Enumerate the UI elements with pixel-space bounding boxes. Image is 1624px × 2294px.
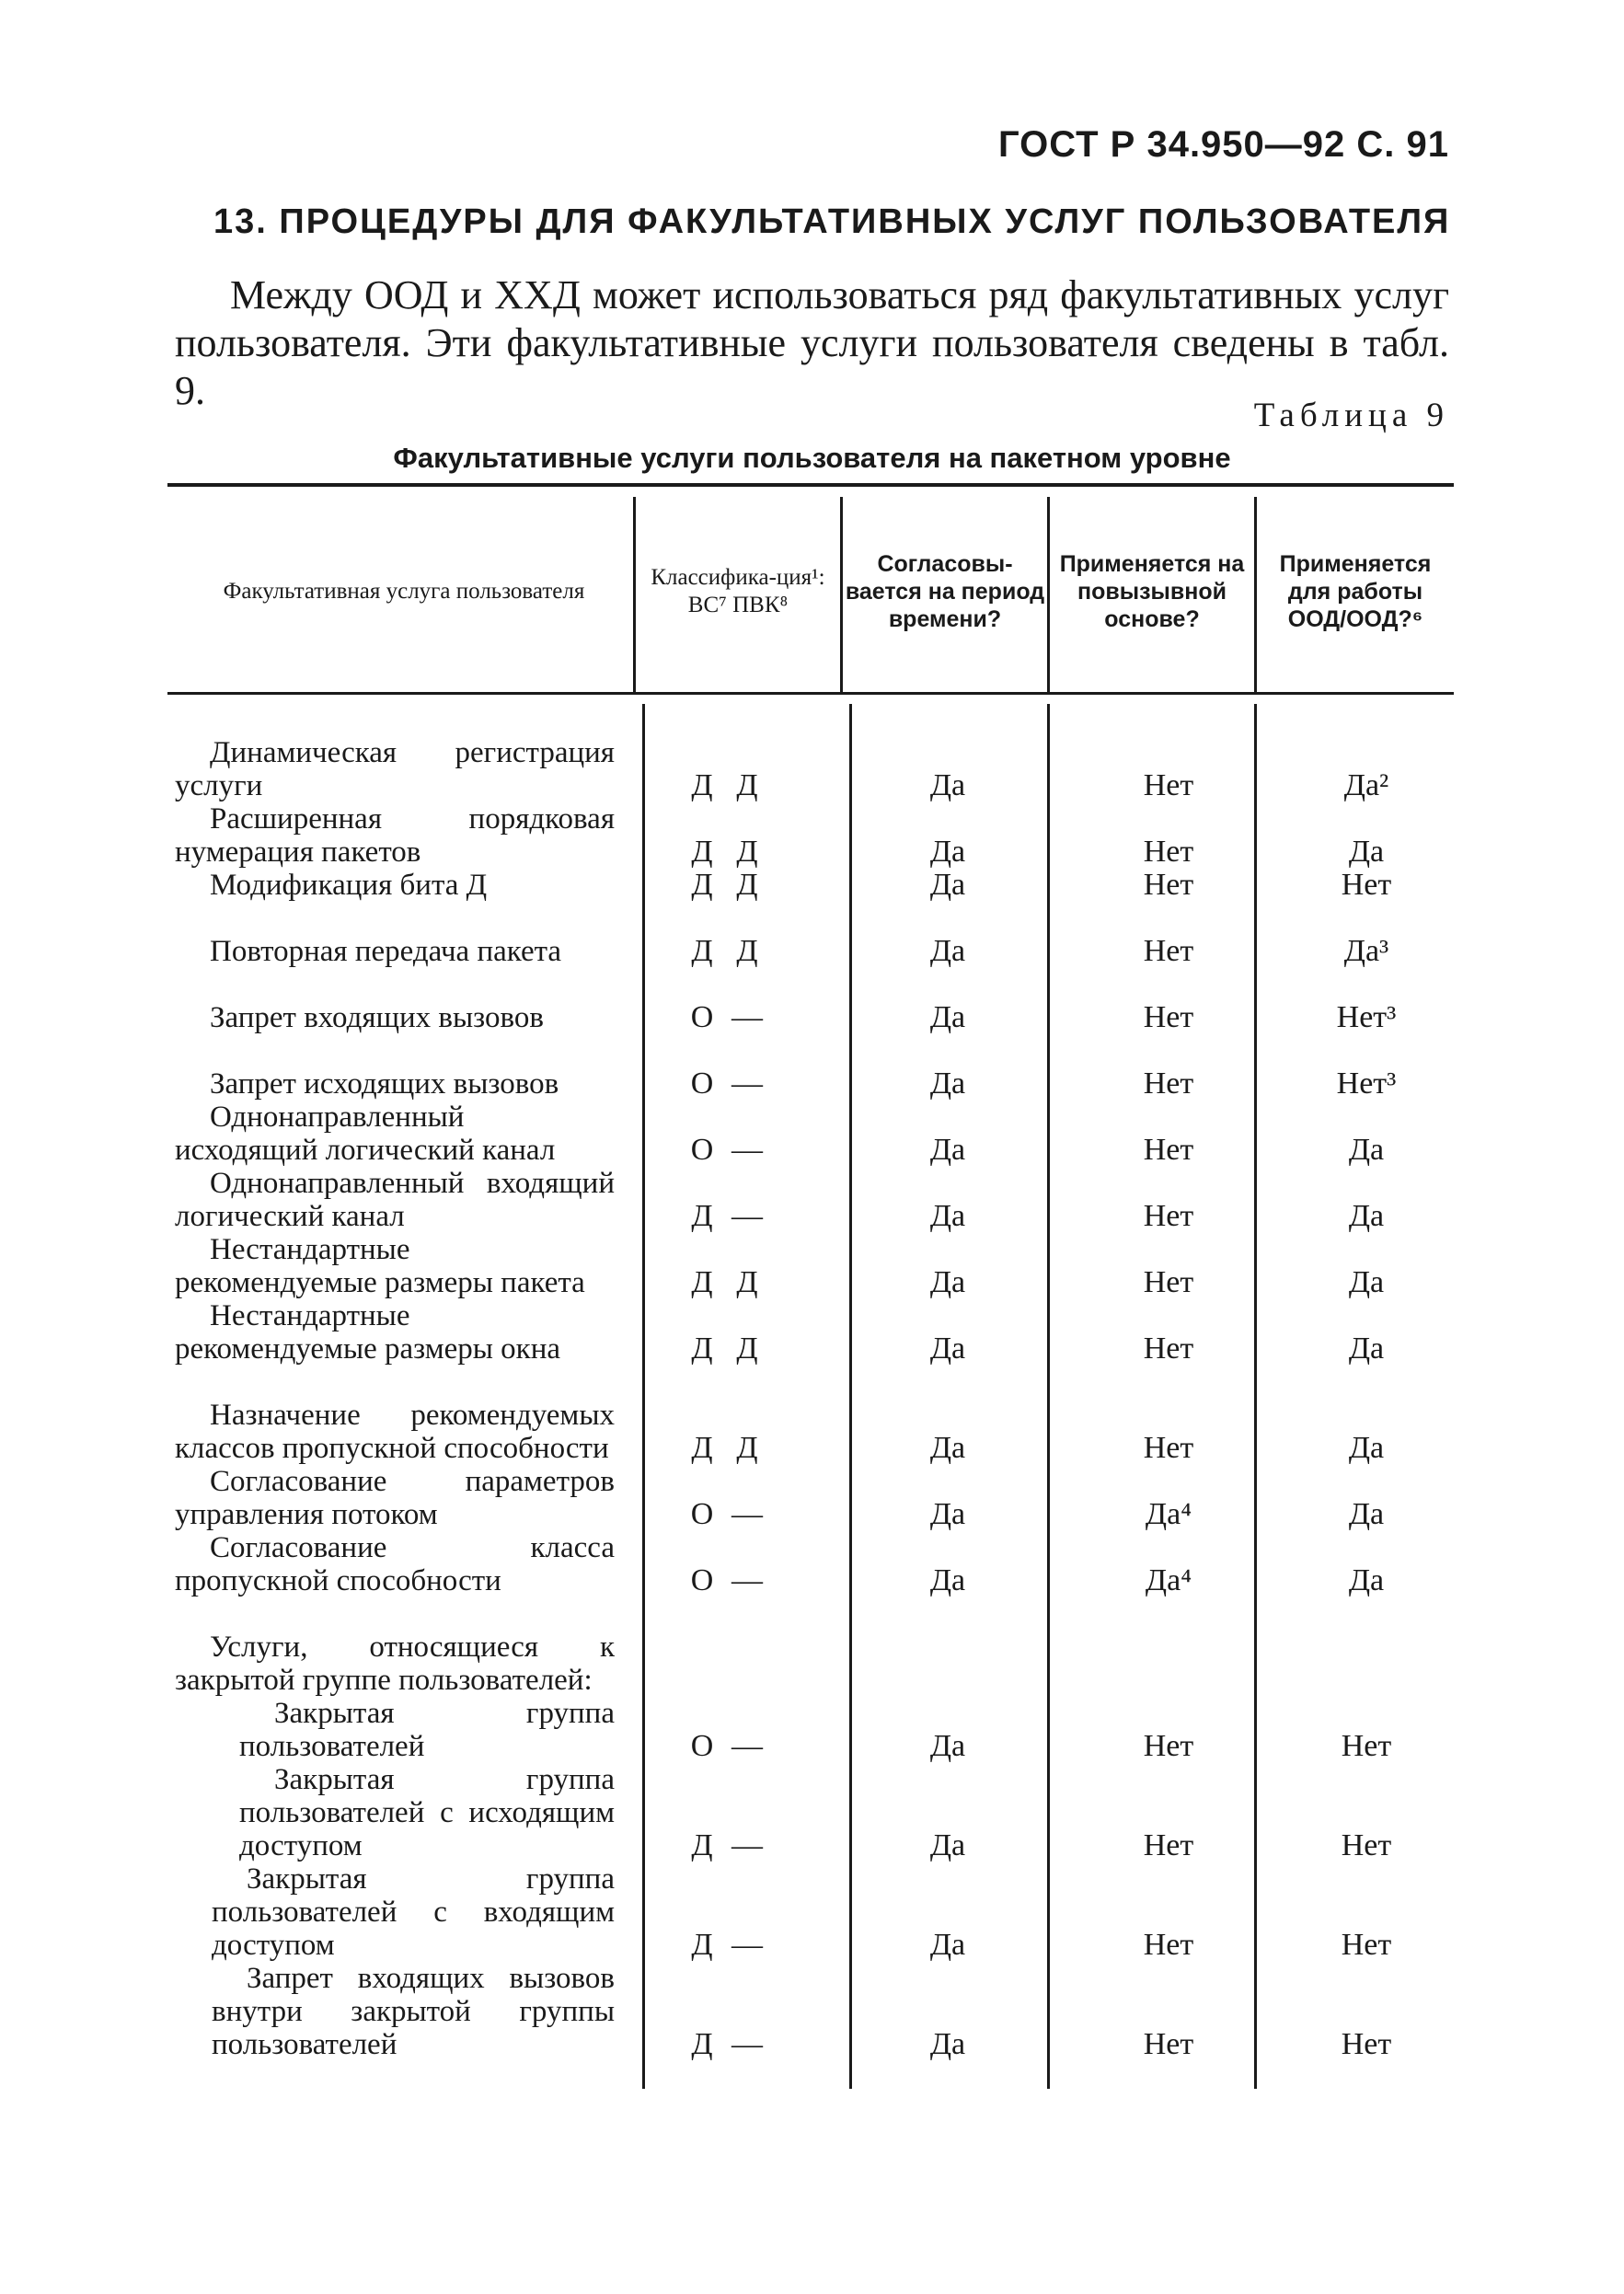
cell-service: Запрет входящих вызовов внутри закрытой группы пользователей [212,1962,615,2061]
cell-service: Нестандартные рекомендуемые размеры окна [175,1299,561,1366]
cell-negotiated: Да [929,868,966,902]
cell-negotiated: Да [929,1431,966,1465]
cell-service: Закрытая группа пользователей с исходящим доступом [239,1763,615,1862]
cell-service: Однонаправленный исходящий логический канал [175,1101,556,1167]
cell-dte-dte: Нет [1341,1729,1392,1763]
cell-negotiated: Да [929,934,966,968]
cell-service: Модификация бита Д [210,869,488,902]
cell-negotiated: Да [929,1331,966,1366]
header-per-call: Применяется на повызывной основе? [1059,551,1245,632]
cell-per-call: Да⁴ [1145,1563,1192,1597]
cell-pvk: — [731,1133,763,1167]
cell-service: Услуги, относящиеся к закрытой группе пользователей: [175,1631,615,1697]
cell-vc: О [690,1563,714,1597]
cell-negotiated: Да [929,1265,966,1299]
cell-vc: Д [691,1828,713,1862]
cell-dte-dte: Нет³ [1336,1066,1397,1101]
cell-pvk: — [731,1828,763,1862]
cell-pvk: — [731,2027,763,2061]
cell-per-call: Нет [1143,1000,1194,1034]
cell-negotiated: Да [929,1497,966,1531]
intro-paragraph: Между ООД и ХХД может использоваться ряд факультативных услуг пользователя. Эти факультативные услуги пользователя сведены в табл. 9. [175,272,1449,413]
cell-vc: Д [691,1928,713,1962]
cell-dte-dte: Нет [1341,868,1392,902]
cell-dte-dte: Нет [1341,2027,1392,2061]
cell-pvk: Д [736,868,758,902]
cell-pvk: — [731,1000,763,1034]
cell-pvk: Д [736,1431,758,1465]
cell-service: Закрытая группа пользователей с входящим доступом [212,1862,615,1962]
cell-dte-dte: Да [1348,1199,1385,1233]
cell-negotiated: Да [929,1000,966,1034]
cell-negotiated: Да [929,1928,966,1962]
cell-per-call: Нет [1143,1133,1194,1167]
cell-per-call: Нет [1143,1199,1194,1233]
cell-vc: О [690,1729,714,1763]
cell-dte-dte: Да [1348,1133,1385,1167]
cell-negotiated: Да [929,1828,966,1862]
cell-dte-dte: Да [1348,1563,1385,1597]
cell-service: Согласование параметров управления потоком [175,1465,615,1531]
cell-vc: Д [691,835,713,869]
cell-per-call: Нет [1143,1828,1194,1862]
cell-vc: О [690,1133,714,1167]
cell-dte-dte: Да [1348,1497,1385,1531]
cell-pvk: Д [736,768,758,802]
cell-negotiated: Да [929,1066,966,1101]
cell-dte-dte: Да [1348,1265,1385,1299]
cell-negotiated: Да [929,2027,966,2061]
cell-per-call: Нет [1143,1331,1194,1366]
cell-dte-dte: Нет [1341,1928,1392,1962]
cell-service: Динамическая регистрация услуги [175,736,615,802]
cell-service: Согласование класса пропускной способности [175,1531,615,1597]
cell-vc: Д [691,1265,713,1299]
cell-negotiated: Да [929,1133,966,1167]
table-top-rule [167,483,1454,487]
cell-negotiated: Да [929,1563,966,1597]
cell-pvk: — [731,1066,763,1101]
cell-pvk: — [731,1928,763,1962]
cell-per-call: Нет [1143,1431,1194,1465]
cell-pvk: — [731,1563,763,1597]
cell-dte-dte: Да [1348,1331,1385,1366]
cell-vc: О [690,1066,714,1101]
cell-vc: О [690,1000,714,1034]
cell-service: Назначение рекомендуемых классов пропускной способности [175,1399,615,1465]
cell-dte-dte: Да² [1343,768,1389,802]
cell-negotiated: Да [929,835,966,869]
cell-dte-dte: Нет³ [1336,1000,1397,1034]
cell-pvk: Д [736,1265,758,1299]
cell-pvk: Д [736,835,758,869]
cell-vc: Д [691,1331,713,1366]
page-header: ГОСТ Р 34.950—92 С. 91 [997,124,1449,165]
cell-per-call: Нет [1143,835,1194,869]
cell-service: Запрет исходящих вызовов [210,1067,559,1101]
table-number: Таблица 9 [1253,397,1449,434]
cell-service: Расширенная порядковая нумерация пакетов [175,802,615,869]
cell-negotiated: Да [929,768,966,802]
cell-service: Запрет входящих вызовов [210,1001,544,1034]
cell-dte-dte: Да [1348,835,1385,869]
header-classification: Классифика-ция¹: ВС⁷ ПВК⁸ [651,565,825,617]
cell-pvk: Д [736,934,758,968]
cell-vc: Д [691,1199,713,1233]
cell-per-call: Нет [1143,1729,1194,1763]
cell-per-call: Да⁴ [1145,1497,1192,1531]
header-negotiated: Согласовы-вается на период времени? [845,551,1045,632]
header-service: Факультативная услуга пользователя [223,579,585,604]
cell-per-call: Нет [1143,1265,1194,1299]
cell-pvk: — [731,1199,763,1233]
cell-per-call: Нет [1143,768,1194,802]
cell-service: Однонаправленный входящий логический канал [175,1167,615,1233]
cell-vc: Д [691,934,713,968]
table-row [175,1877,1454,2061]
cell-negotiated: Да [929,1729,966,1763]
cell-per-call: Нет [1143,868,1194,902]
cell-service: Закрытая группа пользователей [239,1697,615,1763]
header-dte-dte: Применяется для работы ООД/ООД?⁶ [1279,551,1432,632]
cell-per-call: Нет [1143,2027,1194,2061]
cell-vc: Д [691,2027,713,2061]
cell-pvk: — [731,1729,763,1763]
cell-pvk: Д [736,1331,758,1366]
cell-dte-dte: Да [1348,1431,1385,1465]
cell-per-call: Нет [1143,934,1194,968]
cell-dte-dte: Нет [1341,1828,1392,1862]
cell-vc: Д [691,768,713,802]
cell-pvk: — [731,1497,763,1531]
cell-service: Повторная передача пакета [210,935,562,968]
cell-dte-dte: Да³ [1343,934,1389,968]
cell-service: Нестандартные рекомендуемые размеры пакета [175,1233,585,1299]
cell-per-call: Нет [1143,1928,1194,1962]
cell-vc: Д [691,868,713,902]
cell-vc: О [690,1497,714,1531]
cell-per-call: Нет [1143,1066,1194,1101]
section-title: 13. ПРОЦЕДУРЫ ДЛЯ ФАКУЛЬТАТИВНЫХ УСЛУГ ПОЛЬЗОВАТЕЛЯ [213,202,1451,241]
cell-negotiated: Да [929,1199,966,1233]
table-caption: Факультативные услуги пользователя на пакетном уровне [393,442,1231,474]
cell-vc: Д [691,1431,713,1465]
